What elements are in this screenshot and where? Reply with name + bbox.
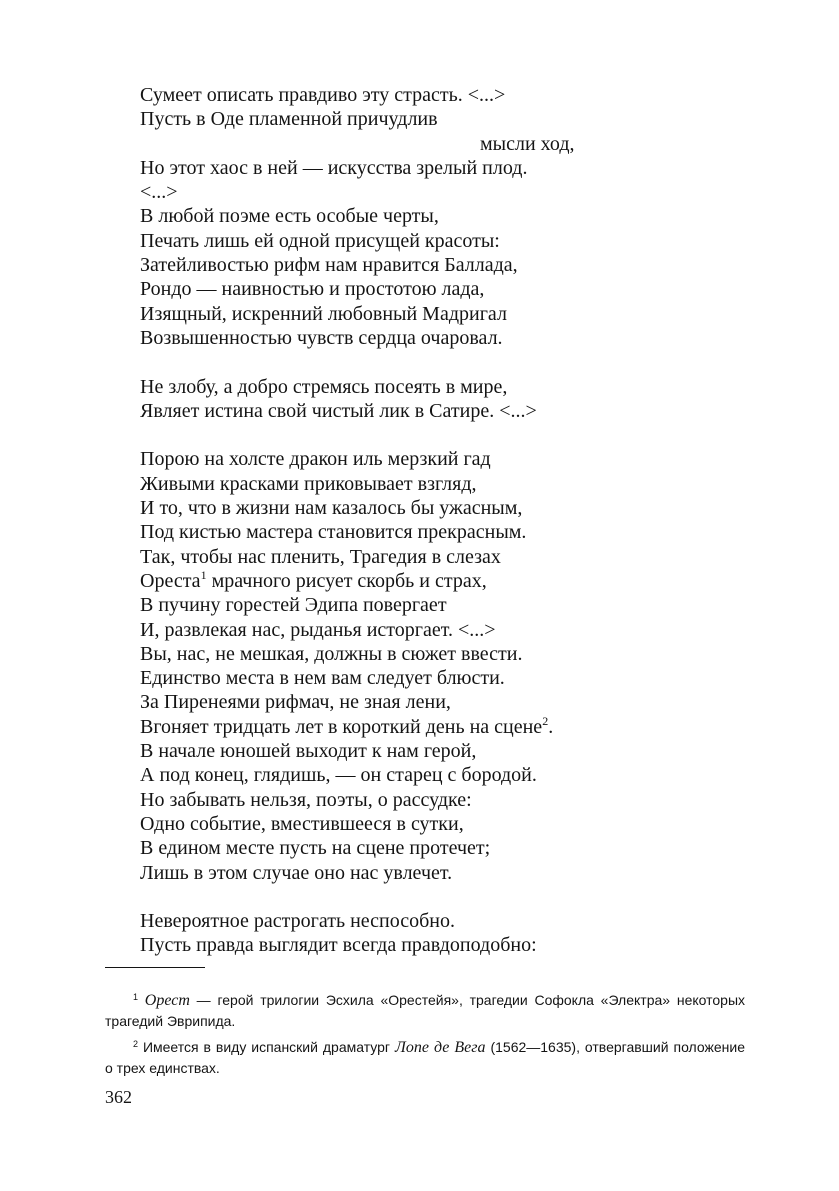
verse-line: В едином месте пусть на сцене протечет; xyxy=(140,837,491,860)
verse-text: . xyxy=(548,715,554,738)
footnotes xyxy=(105,990,745,1084)
verse-line: Сумеет описать правдиво эту страсть. <...> xyxy=(140,84,506,106)
verse-line xyxy=(140,715,740,739)
verse-line: Порою на холсте дракон иль мерзкий гад xyxy=(140,448,491,471)
verse-text: Вгоняет тридцать лет в короткий день на сцене xyxy=(140,715,543,738)
verse-line: Так, чтобы нас пленить, Трагедия в слезах xyxy=(140,545,501,568)
ellipsis-marker: <...> xyxy=(140,181,178,204)
verse-text: Ореста xyxy=(140,569,201,592)
footnote-1 xyxy=(105,990,745,1031)
stanza-break xyxy=(140,885,740,909)
verse-line: Рондо — наивностью и простотою лада, xyxy=(140,278,485,301)
verse-line: В любой поэме есть особые черты, xyxy=(140,205,439,228)
verse-line: Затейливостью рифм нам нравится Баллада, xyxy=(140,254,518,277)
verse-line xyxy=(140,569,740,593)
verse-line: В пучину горестей Эдипа повергает xyxy=(140,594,447,617)
verse-line: Под кистью мастера становится прекрасным. xyxy=(140,521,527,544)
verse-line: А под конец, глядишь, — он старец с бородой. xyxy=(140,764,537,787)
verse-line: Но забывать нельзя, поэты, о рассудке: xyxy=(140,788,472,811)
verse-line: Живыми красками приковывает взгляд, xyxy=(140,472,477,495)
verse-text: мрачного рисует скорбь и страх, xyxy=(206,569,487,592)
verse-line: Не злобу, а добро стремясь посеять в мире, xyxy=(140,375,508,398)
footnote-mark: 2 xyxy=(133,1039,139,1049)
footnote-2 xyxy=(105,1037,745,1078)
verse-line: Изящный, искренний любовный Мадригал xyxy=(140,302,507,325)
footnote-ref-1: 1 xyxy=(200,567,207,582)
footnote-separator xyxy=(105,967,205,968)
page-number: 362 xyxy=(105,1087,132,1107)
verse-line: Печать лишь ей одной присущей красоты: xyxy=(140,229,500,252)
verse-line: Возвышенностью чувств сердца очаровал. xyxy=(140,326,503,349)
footnote-text: (1562—1635), отвергавший положение о трех единствах. xyxy=(105,1039,745,1076)
verse-line: И, развлекая нас, рыданья исторгает. <...> xyxy=(140,618,496,641)
footnote-ref-2: 2 xyxy=(542,713,549,728)
verse-line: Вы, нас, не мешкая, должны в сюжет ввести. xyxy=(140,642,523,665)
verse-line: Являет истина свой чистый лик в Сатире. <...> xyxy=(140,399,537,422)
stanza-break xyxy=(140,350,740,374)
verse-line: Но этот хаос в ней — искусства зрелый плод. xyxy=(140,156,528,179)
footnote-text: — герой трилогии Эсхила «Орестейя», трагедии Софокла «Электра» некоторых трагедий Эврипида. xyxy=(105,992,746,1029)
verse-line: В начале юношей выходит к нам герой, xyxy=(140,740,477,763)
stanza-break xyxy=(140,423,740,447)
footnote-mark: 1 xyxy=(133,992,139,1002)
verse-line: Пусть правда выглядит всегда правдоподобно: xyxy=(140,934,537,957)
verse-line-continuation: мысли ход, xyxy=(480,132,575,155)
verse-line: Пусть в Оде пламенной причудлив xyxy=(140,108,438,131)
footnote-term: Лопе де Вега xyxy=(394,1039,486,1056)
verse-line: Единство места в нем вам следует блюсти. xyxy=(140,667,505,690)
footnote-term: Орест xyxy=(144,992,190,1009)
poem-text xyxy=(140,83,740,958)
verse-line: Невероятное растрогать неспособно. xyxy=(140,910,455,933)
verse-line: За Пиренеями рифмач, не зная лени, xyxy=(140,691,451,714)
footnote-text: Имеется в виду испанский драматург xyxy=(138,1039,395,1055)
verse-line: И то, что в жизни нам казалось бы ужасным, xyxy=(140,497,523,520)
verse-line: Лишь в этом случае оно нас увлечет. xyxy=(140,861,453,884)
verse-line: Одно событие, вместившееся в сутки, xyxy=(140,812,464,835)
